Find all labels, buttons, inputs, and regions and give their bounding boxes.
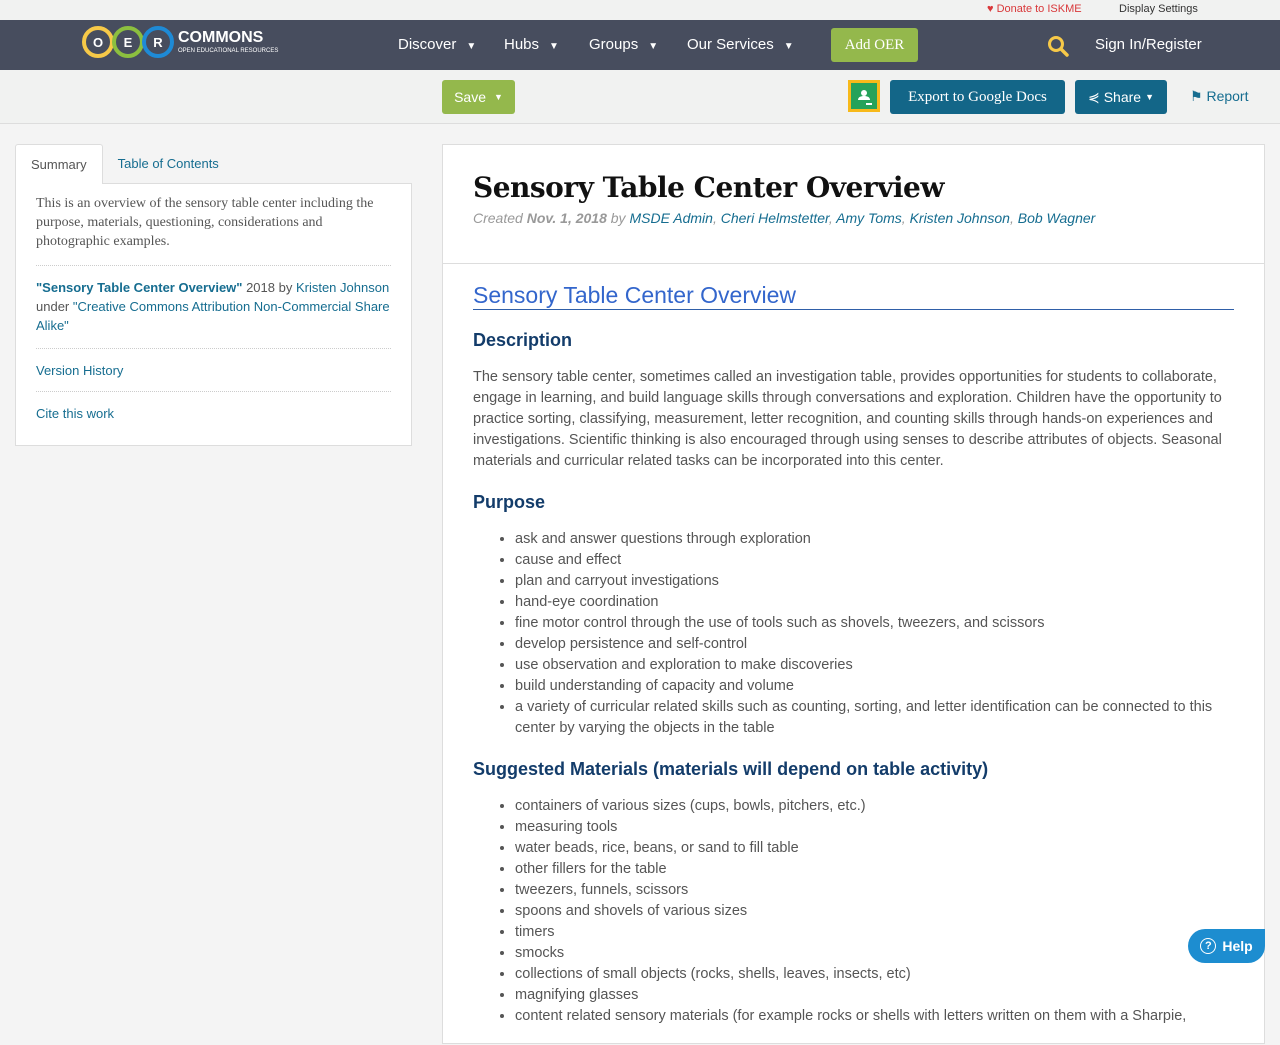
google-classroom-icon[interactable]: [848, 80, 880, 112]
caret-down-icon: ▼: [1145, 92, 1154, 102]
attribution-year: 2018 by: [242, 280, 296, 295]
page-title: Sensory Table Center Overview: [473, 171, 944, 204]
description-heading: Description: [473, 330, 573, 350]
list-item: • develop persistence and self-control: [515, 634, 1234, 655]
attribution: [36, 266, 391, 349]
nav-our-services[interactable]: [687, 36, 794, 53]
question-icon: ?: [1200, 938, 1216, 954]
resource-content: [442, 144, 1265, 1044]
display-settings-link[interactable]: Display Settings: [1119, 3, 1198, 15]
heart-icon: ♥: [987, 3, 994, 15]
list-item: • containers of various sizes (cups, bowls, pitchers, etc.): [515, 796, 1234, 817]
materials-heading: Suggested Materials (materials will depend on table activity): [473, 759, 989, 779]
list-item: • a variety of curricular related skills such as counting, sorting, and letter identification can be connected to this center by varying the objects in the table: [515, 697, 1234, 739]
logo-letter: O: [82, 26, 114, 58]
chevron-down-icon: ▼: [648, 41, 659, 52]
nav-discover[interactable]: [398, 36, 476, 53]
help-button[interactable]: [1188, 929, 1265, 963]
share-button[interactable]: [1075, 80, 1167, 114]
version-history-link[interactable]: Version History: [36, 363, 124, 378]
main-nav: [0, 20, 1280, 70]
logo-name: COMMONS: [178, 29, 264, 46]
author-link[interactable]: Kristen Johnson: [295, 280, 390, 295]
share-label: Share: [1103, 89, 1142, 105]
chevron-down-icon: ▼: [466, 41, 477, 52]
report-label: Report: [1206, 88, 1249, 104]
nav-hubs[interactable]: [504, 36, 559, 53]
list-item: • tweezers, funnels, scissors: [515, 880, 1234, 901]
summary-panel: [15, 183, 412, 446]
list-item: • cause and effect: [515, 550, 1234, 571]
help-label: Help: [1222, 938, 1253, 954]
list-item: • magnifying glasses: [515, 985, 1234, 1006]
list-item: • ask and answer questions through exploration: [515, 529, 1234, 550]
attribution-under: under: [36, 299, 73, 314]
nav-groups[interactable]: [589, 36, 658, 53]
search-icon[interactable]: [1047, 35, 1069, 62]
author-link[interactable]: Bob Wagner: [1017, 210, 1096, 226]
cite-link[interactable]: Cite this work: [36, 406, 115, 421]
donate-label: Donate to ISKME: [996, 3, 1082, 15]
list-item: • timers: [515, 922, 1234, 943]
list-item: • collections of small objects (rocks, shells, leaves, insects, etc): [515, 964, 1234, 985]
tab-summary[interactable]: Summary: [15, 144, 103, 184]
list-item: • fine motor control through the use of tools such as shovels, tweezers, and scissors: [515, 613, 1234, 634]
sidebar: [15, 144, 412, 446]
materials-list: [473, 796, 1234, 1027]
export-google-docs-button[interactable]: Export to Google Docs: [890, 80, 1065, 114]
resource-title-link[interactable]: "Sensory Table Center Overview": [36, 280, 243, 295]
author-link[interactable]: MSDE Admin: [629, 210, 713, 226]
list-item: • build understanding of capacity and volume: [515, 676, 1234, 697]
add-oer-button[interactable]: Add OER: [831, 28, 918, 62]
donate-link[interactable]: [987, 3, 1082, 15]
description-text: The sensory table center, sometimes called an investigation table, provides opportunities for students to collaborate, engage in learning, and build language skills through conversations and exploration. Children have the opportunity to practice sorting, classifying, measurement, letter recognition, and counting skills through hands-on experiences and investigations. Scientific thinking is also encouraged through using senses to describe attributes of objects. Seasonal materials and curricular related tasks can be incorporated into this center.: [473, 369, 1222, 469]
purpose-heading: Purpose: [473, 492, 546, 512]
list-item: • use observation and exploration to make discoveries: [515, 655, 1234, 676]
nav-label: Discover: [398, 36, 457, 53]
save-label: Save: [454, 89, 486, 105]
resource-meta: Created Nov. 1, 2018 by MSDE Admin, Cheri Helmstetter, Amy Toms, Kristen Johnson, Bob Wagner: [473, 210, 1096, 226]
caret-down-icon: ▼: [494, 92, 503, 102]
sign-in-link[interactable]: Sign In/Register: [1095, 36, 1202, 53]
summary-text: This is an overview of the sensory table center including the purpose, materials, questioning, considerations and photographic examples.: [36, 194, 391, 266]
tab-table-of-contents[interactable]: Table of Contents: [117, 156, 219, 171]
author-link[interactable]: Amy Toms: [836, 210, 902, 226]
created-label: Created: [473, 210, 527, 226]
oer-commons-logo[interactable]: [82, 26, 278, 58]
report-link[interactable]: [1190, 88, 1248, 105]
nav-label: Hubs: [504, 36, 540, 53]
list-item: • measuring tools: [515, 817, 1234, 838]
share-icon: ⋞: [1087, 88, 1100, 105]
nav-label: Groups: [589, 36, 639, 53]
list-item: • plan and carryout investigations: [515, 571, 1234, 592]
author-link[interactable]: Kristen Johnson: [909, 210, 1010, 226]
created-date: Nov. 1, 2018: [526, 210, 607, 226]
list-item: • spoons and shovels of various sizes: [515, 901, 1234, 922]
list-item: • content related sensory materials (for example rocks or shells with letters written on them with a Sharpie,: [515, 1006, 1234, 1027]
author-link[interactable]: Cheri Helmstetter: [720, 210, 829, 226]
logo-tagline: OPEN EDUCATIONAL RESOURCES: [178, 48, 279, 54]
resource-toolbar: [0, 70, 1280, 124]
flag-icon: ⚑: [1190, 88, 1203, 104]
chevron-down-icon: ▼: [549, 41, 559, 52]
logo-letter: E: [112, 26, 144, 58]
utility-bar: [0, 0, 1280, 20]
nav-label: Our Services: [687, 36, 774, 53]
save-button[interactable]: [442, 80, 515, 114]
list-item: • hand-eye coordination: [515, 592, 1234, 613]
by-label: by: [606, 210, 630, 226]
logo-letter: R: [142, 26, 174, 58]
list-item: • water beads, rice, beans, or sand to fill table: [515, 838, 1234, 859]
license-link[interactable]: "Creative Commons Attribution Non-Commercial Share Alike": [36, 299, 390, 333]
purpose-list: [473, 529, 1234, 739]
chevron-down-icon: ▼: [783, 41, 794, 52]
list-item: • smocks: [515, 943, 1234, 964]
list-item: • other fillers for the table: [515, 859, 1234, 880]
section-title: Sensory Table Center Overview: [473, 282, 1234, 310]
